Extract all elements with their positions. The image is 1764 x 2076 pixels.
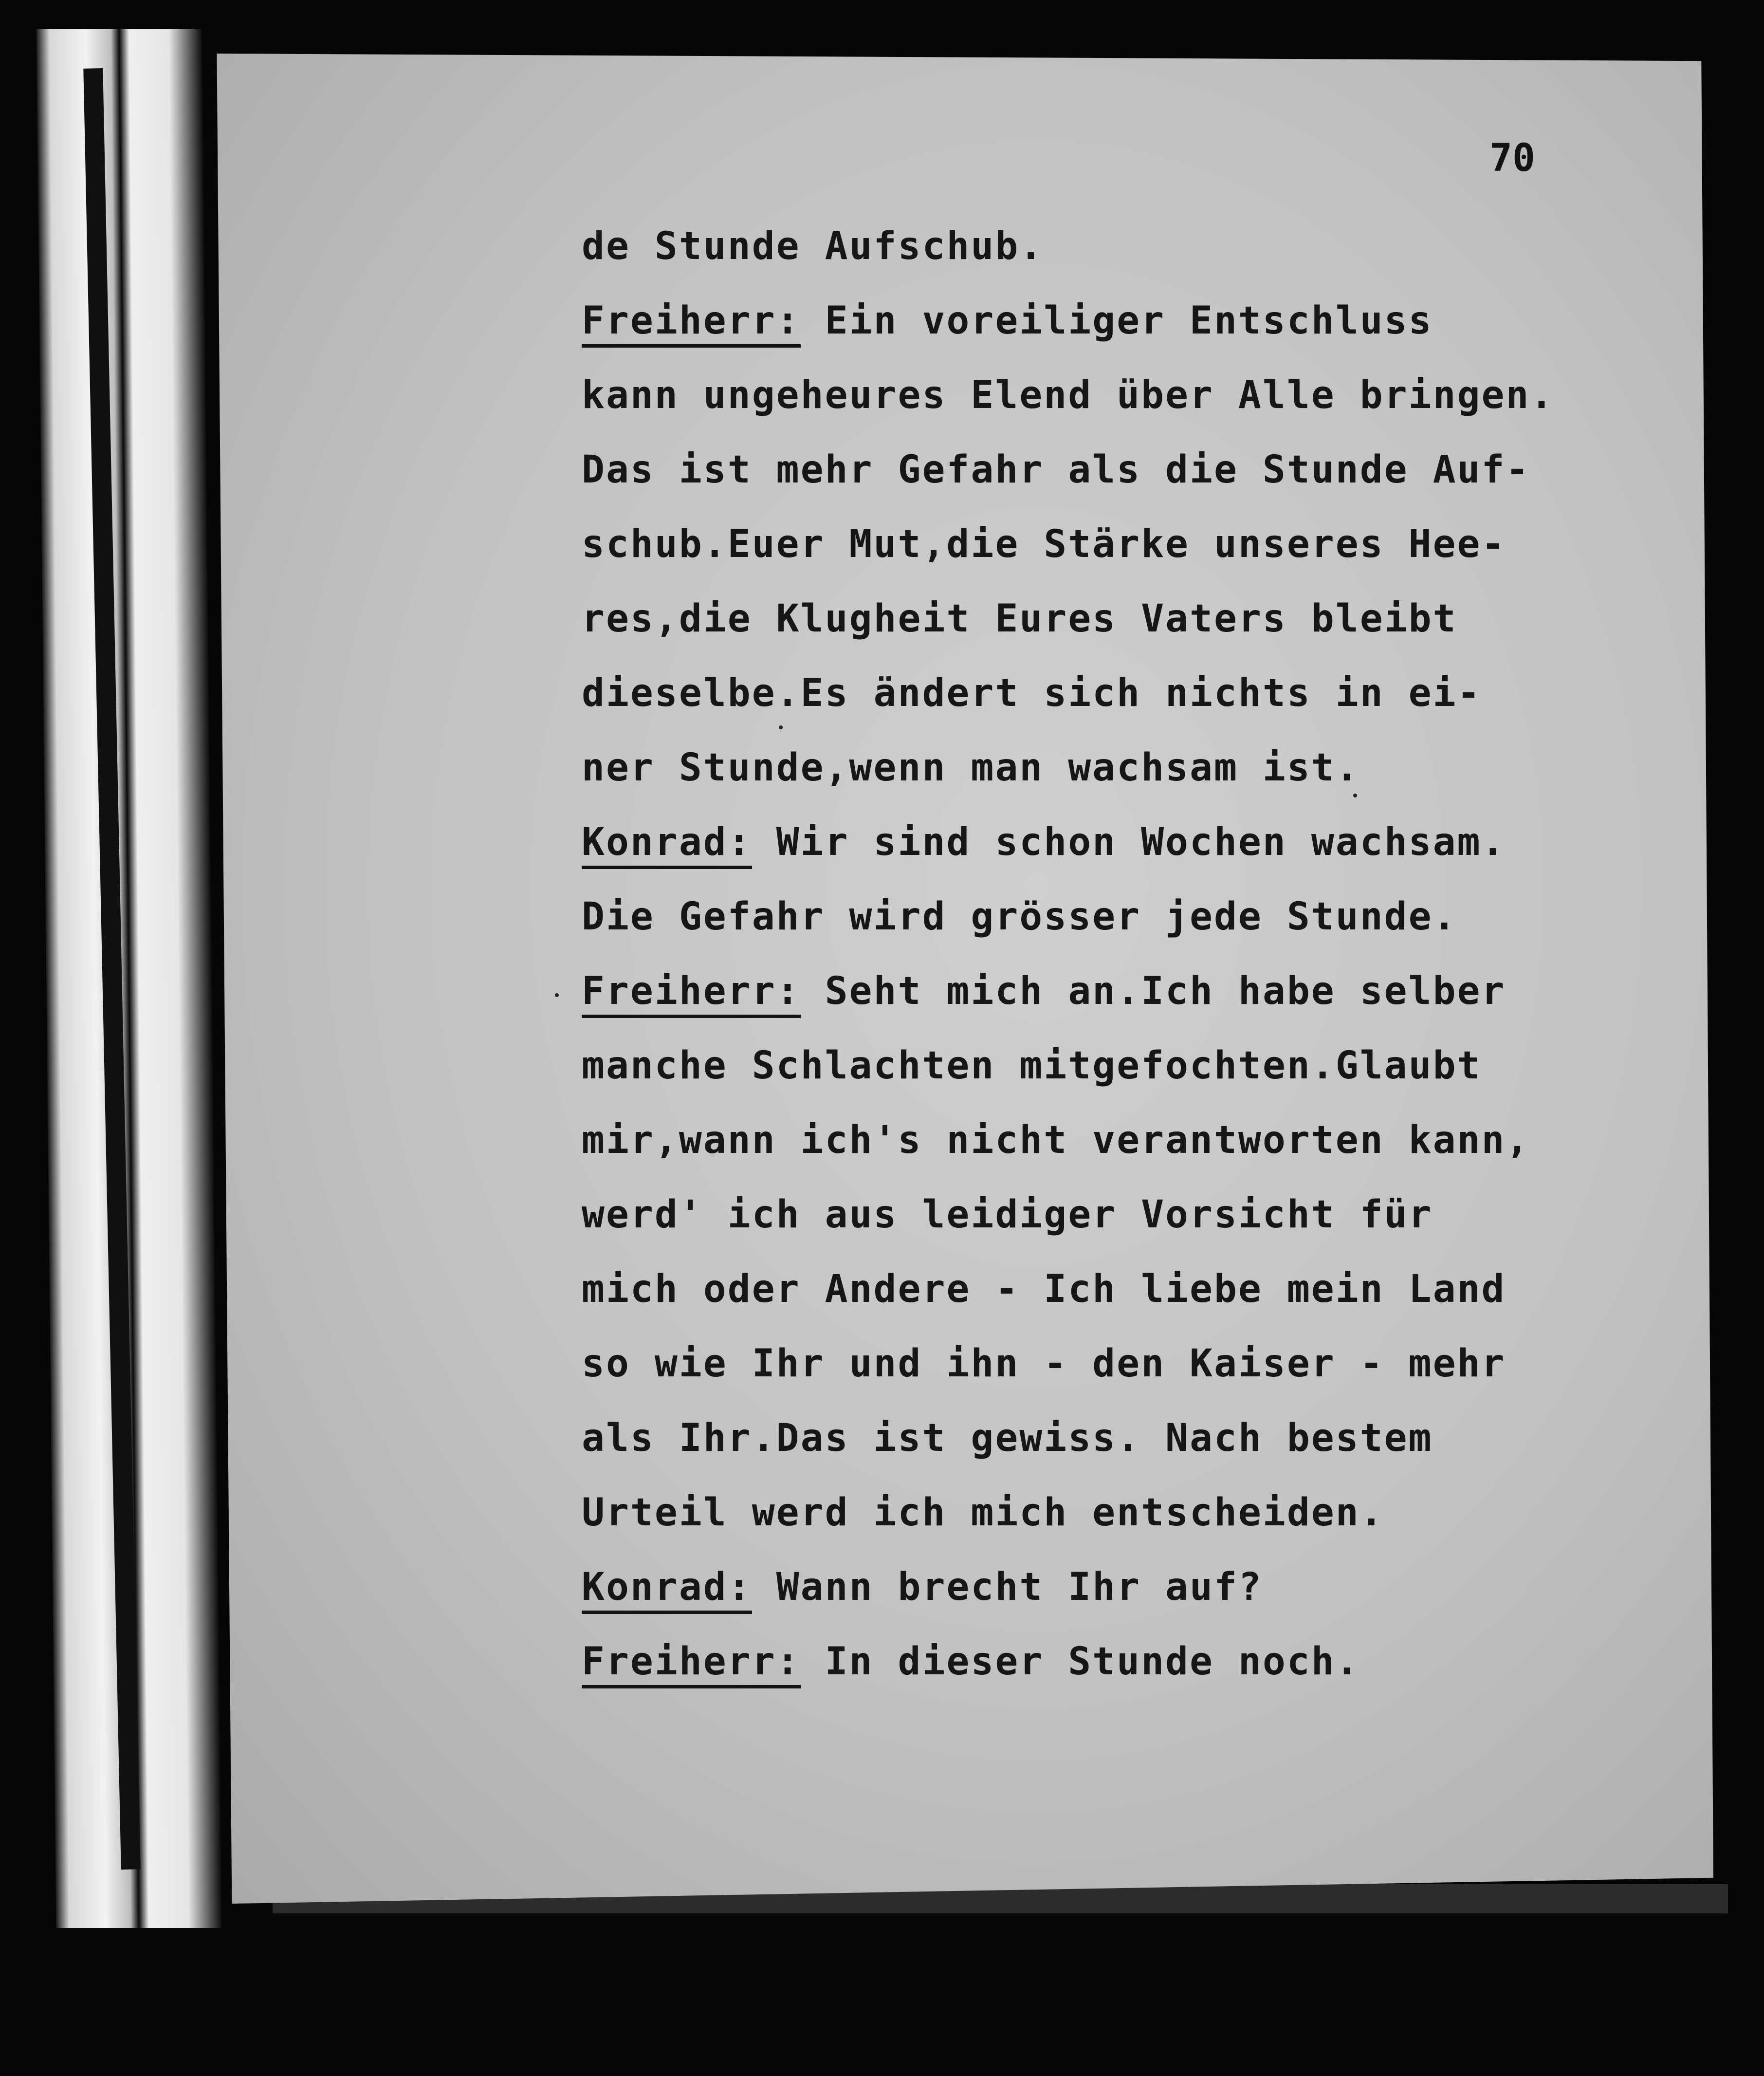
text-line bbox=[582, 433, 1584, 507]
text-line bbox=[582, 656, 1584, 731]
line-text: manche Schlachten mitgefochten.Glaubt bbox=[582, 1044, 1482, 1088]
line-text: schub.Euer Mut,die Stärke unseres Hee- bbox=[582, 522, 1506, 566]
text-line bbox=[582, 284, 1584, 358]
line-text: mich oder Andere - Ich liebe mein Land bbox=[582, 1267, 1506, 1311]
margin-note-line: ​ bbox=[302, 803, 304, 835]
line-text: de Stunde Aufschub. bbox=[582, 224, 1044, 268]
speaker-name: Freiherr: bbox=[582, 1640, 801, 1688]
text-line bbox=[582, 358, 1584, 433]
handwritten-margin-note bbox=[297, 685, 560, 893]
dust-speck bbox=[779, 725, 783, 729]
text-line bbox=[582, 805, 1584, 880]
line-text: ner Stunde,wenn man wachsam ist. bbox=[582, 746, 1360, 790]
typed-body bbox=[582, 209, 1584, 1699]
text-line bbox=[582, 1625, 1584, 1699]
dust-speck bbox=[555, 993, 559, 997]
margin-note-line: ​ bbox=[297, 706, 299, 738]
speaker-name: Konrad: bbox=[582, 821, 752, 869]
line-text: werd' ich aus leidiger Vorsicht für bbox=[582, 1193, 1433, 1237]
margin-note-line: ​ bbox=[305, 852, 307, 884]
speaker-name: Konrad: bbox=[582, 1566, 752, 1614]
page-number: 70 bbox=[1489, 136, 1535, 180]
line-text: Urteil werd ich mich entscheiden. bbox=[582, 1491, 1384, 1535]
text-line bbox=[582, 1476, 1584, 1550]
text-line bbox=[582, 1103, 1584, 1178]
line-text: Wann brecht Ihr auf? bbox=[752, 1565, 1263, 1609]
speaker-name: Freiherr: bbox=[582, 299, 801, 348]
text-line bbox=[582, 1029, 1584, 1103]
margin-note-line: ​ bbox=[300, 755, 302, 787]
line-text: als Ihr.Das ist gewiss. Nach bestem bbox=[582, 1416, 1433, 1460]
dust-speck bbox=[1353, 794, 1357, 797]
line-text: dieselbe.Es ändert sich nichts in ei- bbox=[582, 671, 1482, 715]
line-text: kann ungeheures Elend über Alle bringen. bbox=[582, 373, 1555, 417]
text-line bbox=[582, 1401, 1584, 1476]
text-line bbox=[582, 1178, 1584, 1252]
line-text: Wir sind schon Wochen wachsam. bbox=[752, 820, 1506, 864]
text-line bbox=[582, 954, 1584, 1029]
text-line bbox=[582, 1550, 1584, 1625]
line-text: mir,wann ich's nicht verantworten kann, bbox=[582, 1118, 1530, 1162]
text-line bbox=[582, 507, 1584, 582]
text-line bbox=[582, 880, 1584, 954]
line-text: Ein voreiliger Entschluss bbox=[800, 299, 1433, 343]
text-line bbox=[582, 731, 1584, 805]
line-text: res,die Klugheit Eures Vaters bleibt bbox=[582, 597, 1457, 641]
line-text: so wie Ihr und ihn - den Kaiser - mehr bbox=[582, 1342, 1506, 1386]
line-text: Die Gefahr wird grösser jede Stunde. bbox=[582, 895, 1457, 939]
text-line bbox=[582, 582, 1584, 656]
text-line bbox=[582, 1252, 1584, 1327]
line-text: Das ist mehr Gefahr als die Stunde Auf- bbox=[582, 448, 1530, 492]
text-line bbox=[582, 1327, 1584, 1401]
speaker-name: Freiherr: bbox=[582, 970, 801, 1018]
text-line bbox=[582, 209, 1584, 284]
line-text: Seht mich an.Ich habe selber bbox=[800, 969, 1506, 1013]
line-text: In dieser Stunde noch. bbox=[800, 1640, 1360, 1684]
